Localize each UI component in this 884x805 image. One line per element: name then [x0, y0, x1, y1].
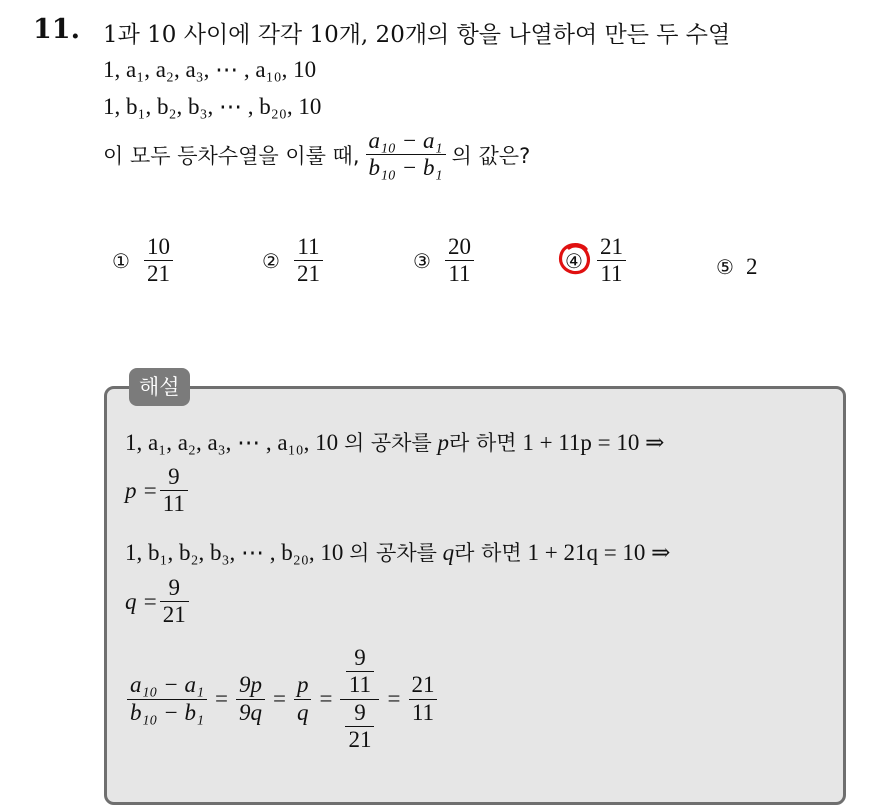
- choice-1[interactable]: [112, 234, 175, 288]
- fraction-numerator: 9: [168, 575, 181, 600]
- compound-numerator: [341, 645, 379, 699]
- fraction-numerator: p: [296, 672, 309, 698]
- choice-5[interactable]: [716, 254, 757, 280]
- solution-equation: 1 + 11p = 10 ⇒: [522, 430, 665, 455]
- solution-lhs: p =: [125, 477, 158, 503]
- fraction-denominator: b₁₀ − b₁: [366, 154, 446, 181]
- choice-denominator: 21: [294, 260, 323, 287]
- choice-4[interactable]: [565, 234, 628, 288]
- inner-fraction: [346, 645, 374, 699]
- choice-value: 2: [745, 254, 758, 279]
- fraction-numerator: a₁₀ − a₁: [368, 128, 443, 153]
- choice-numerator: 20: [447, 234, 471, 259]
- fraction-denominator: b₁₀ − b₁: [127, 699, 207, 726]
- solution-lhs: q =: [125, 588, 158, 614]
- solution-var-q: q: [442, 540, 455, 565]
- sequence-a: 1, a₁, a₂, a₃, ⋯ , a₁₀, 10: [103, 57, 317, 82]
- solution-tag: 해설: [129, 368, 190, 406]
- choice-mark-text: ④: [565, 248, 583, 273]
- final-fraction-3: [294, 672, 312, 726]
- choice-numerator: 11: [297, 234, 320, 259]
- solution-line-4: [125, 575, 191, 629]
- solution-line-3: [125, 537, 670, 567]
- question-fraction: [366, 128, 446, 182]
- solution-seq-b: 1, b₁, b₂, b₃, ⋯ , b₂₀, 10: [125, 540, 344, 565]
- final-fraction-1: [127, 672, 207, 726]
- equals-sign: =: [319, 686, 333, 712]
- solution-line-1: [125, 427, 664, 457]
- choice-3[interactable]: [413, 234, 476, 288]
- solution-equation: 1 + 21q = 10 ⇒: [527, 540, 671, 565]
- question-text: 1과 10 사이에 각각 10개, 20개의 항을 나열하여 만든 두 수열: [103, 22, 731, 48]
- choice-numerator: 21: [599, 234, 623, 259]
- choice-mark: ⑤: [716, 255, 734, 279]
- choice-mark: ②: [262, 248, 280, 273]
- solution-line-2: [125, 464, 190, 518]
- sequence-b: 1, b₁, b₂, b₃, ⋯ , b₂₀, 10: [103, 94, 322, 119]
- solution-fraction: [160, 575, 189, 629]
- solution-fraction: [160, 464, 188, 518]
- choice-mark: [565, 249, 583, 273]
- solution-text: 라 하면: [449, 431, 517, 455]
- fraction-numerator: 9p: [239, 672, 262, 698]
- fraction-denominator: 11: [160, 490, 188, 517]
- compound-denominator: [340, 699, 379, 754]
- fraction-denominator: 21: [345, 726, 374, 753]
- solution-final-equation: [125, 645, 439, 754]
- fraction-numerator: 21: [411, 672, 435, 698]
- fraction-numerator: 9: [354, 699, 366, 725]
- equals-sign: =: [387, 686, 401, 712]
- inner-fraction: [345, 700, 374, 754]
- choice-fraction: [144, 234, 173, 288]
- equals-sign: =: [273, 686, 286, 712]
- choice-numerator: 10: [146, 234, 170, 259]
- choice-denominator: 11: [597, 260, 625, 287]
- fraction-denominator: 9q: [236, 699, 265, 726]
- choice-2[interactable]: [262, 234, 325, 288]
- final-fraction-2: [236, 672, 265, 726]
- final-fraction-5: [408, 672, 437, 726]
- solution-var-p: p: [437, 430, 450, 455]
- choice-mark: ③: [413, 248, 431, 273]
- solution-text: 라 하면: [454, 541, 522, 565]
- choice-denominator: 11: [445, 260, 473, 287]
- choice-mark: ①: [112, 248, 130, 273]
- fraction-denominator: 11: [346, 671, 374, 698]
- solution-text: 의 공차를: [349, 541, 437, 565]
- question-prompt: [103, 128, 530, 182]
- fraction-numerator: 9: [168, 464, 180, 489]
- solution-text: 의 공차를: [343, 431, 432, 455]
- choice-fraction: [597, 234, 626, 288]
- question-number: 11.: [33, 14, 80, 45]
- solution-seq-a: 1, a₁, a₂, a₃, ⋯ , a₁₀, 10: [125, 430, 339, 455]
- fraction-denominator: 21: [160, 601, 189, 628]
- choice-denominator: 21: [144, 260, 173, 287]
- fraction-numerator: 9: [354, 645, 366, 670]
- fraction-denominator: q: [294, 699, 312, 726]
- final-fraction-4: [340, 645, 379, 754]
- selection-circle-icon: [556, 240, 594, 278]
- fraction-numerator: a₁₀ − a₁: [130, 672, 205, 698]
- prompt-before: 이 모두 등차수열을 이룰 때,: [103, 143, 360, 168]
- fraction-denominator: 11: [409, 699, 437, 726]
- choice-fraction: [294, 234, 323, 288]
- choice-fraction: [445, 234, 474, 288]
- prompt-after: 의 값은?: [451, 143, 531, 168]
- equals-sign: =: [215, 686, 228, 712]
